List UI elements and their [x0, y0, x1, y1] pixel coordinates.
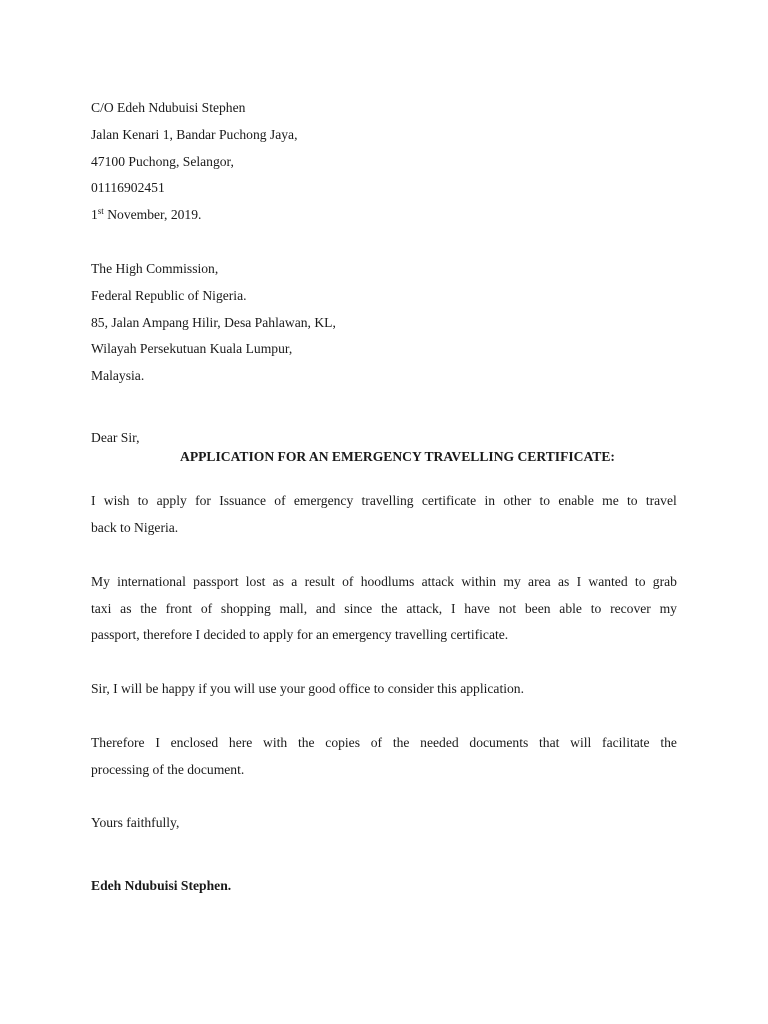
word: front [165, 601, 193, 616]
word: with [263, 735, 288, 750]
recipient-line-2: Federal Republic of Nigeria. [91, 288, 247, 303]
word: my [659, 601, 677, 616]
subject-heading: APPLICATION FOR AN EMERGENCY TRAVELLING CERTIFICATE: [180, 449, 615, 464]
word: the [660, 735, 677, 750]
sender-street: Jalan Kenari 1, Bandar Puchong Jaya, [91, 127, 298, 142]
sender-city: 47100 Puchong, Selangor, [91, 154, 234, 169]
word: of [200, 601, 213, 616]
word: my [503, 574, 521, 589]
word: passport [193, 574, 239, 589]
word: not [498, 601, 517, 616]
paragraph-2-line-3: passport, therefore I decided to apply for an emergency travelling certificate. [91, 627, 509, 642]
word: the [140, 601, 157, 616]
word: for [195, 493, 211, 508]
word: shopping [220, 601, 271, 616]
signature-name: Edeh Ndubuisi Stephen. [91, 878, 232, 893]
word: grab [652, 574, 677, 589]
word: area [528, 574, 551, 589]
word: I [91, 493, 96, 508]
paragraph-3-line-1: Sir, I will be happy if you will use your good office to consider this application. [91, 681, 524, 696]
word: attack, [406, 601, 443, 616]
word: in [484, 493, 496, 508]
word: travelling [361, 493, 414, 508]
word: taxi [91, 601, 112, 616]
word: I [155, 735, 160, 750]
word: needed [420, 735, 459, 750]
recipient-line-4: Wilayah Persekutuan Kuala Lumpur, [91, 341, 293, 356]
word: of [274, 493, 286, 508]
recipient-line-1: The High Commission, [91, 261, 219, 276]
word: hoodlums [360, 574, 415, 589]
word: to [539, 493, 551, 508]
word: to [590, 601, 602, 616]
recipient-line-3: 85, Jalan Ampang Hilir, Desa Pahlawan, KL, [91, 315, 336, 330]
paragraph-4-line-2: processing of the document. [91, 762, 245, 777]
word: me [602, 493, 619, 508]
word: apply [156, 493, 187, 508]
word: certificate [421, 493, 477, 508]
word: able [559, 601, 582, 616]
word: Therefore [91, 735, 145, 750]
word: result [304, 574, 335, 589]
word: have [464, 601, 490, 616]
word: enable [558, 493, 594, 508]
word: of [370, 735, 383, 750]
word: international [117, 574, 186, 589]
paragraph-2-line-2 [91, 601, 677, 617]
date-day: 1 [91, 207, 98, 222]
word: I [450, 601, 456, 616]
letter-date [91, 207, 201, 223]
word: within [461, 574, 497, 589]
word: been [524, 601, 551, 616]
word: other [503, 493, 532, 508]
word: to [137, 493, 149, 508]
word: emergency [293, 493, 354, 508]
word: copies [325, 735, 361, 750]
word: and [315, 601, 336, 616]
word: since [344, 601, 373, 616]
word: a [291, 574, 298, 589]
date-rest: November, 2019. [103, 207, 202, 222]
word: of [342, 574, 354, 589]
word: documents [469, 735, 529, 750]
word: that [539, 735, 560, 750]
word: as [557, 574, 570, 589]
word: wish [103, 493, 130, 508]
word: the [380, 601, 398, 616]
word: enclosed [170, 735, 219, 750]
word: My [91, 574, 110, 589]
word: wanted [588, 574, 628, 589]
word: facilitate [602, 735, 650, 750]
word: to [634, 574, 646, 589]
word: the [297, 735, 315, 750]
word: travel [645, 493, 677, 508]
word: Issuance [219, 493, 266, 508]
paragraph-1-line-2: back to Nigeria. [91, 520, 179, 535]
closing: Yours faithfully, [91, 815, 180, 830]
word: as [272, 574, 284, 589]
word: mall, [279, 601, 308, 616]
word: the [392, 735, 410, 750]
word: here [228, 735, 253, 750]
word: lost [245, 574, 266, 589]
salutation: Dear Sir, [91, 430, 140, 445]
word: I [576, 574, 582, 589]
word: will [570, 735, 592, 750]
paragraph-2-line-1 [91, 574, 677, 590]
recipient-line-5: Malaysia. [91, 368, 145, 383]
date-suffix: st [97, 206, 104, 216]
word: as [120, 601, 132, 616]
paragraph-1-line-1 [91, 493, 677, 509]
word: attack [421, 574, 455, 589]
paragraph-4-line-1 [91, 735, 677, 751]
sender-care-of: C/O Edeh Ndubuisi Stephen [91, 100, 246, 115]
word: to [627, 493, 638, 508]
sender-phone: 01116902451 [91, 180, 165, 195]
word: recover [610, 601, 651, 616]
